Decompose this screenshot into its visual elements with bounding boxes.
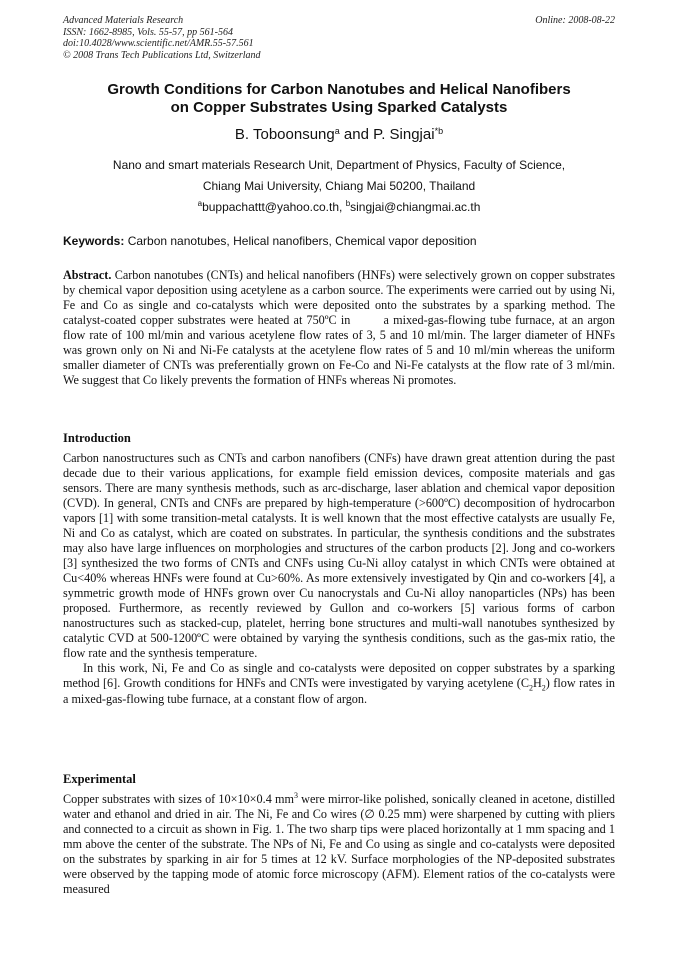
experimental-sup: 3 <box>293 791 298 800</box>
email-1: buppachattt@yahoo.co.th, <box>202 200 346 214</box>
author-2: P. Singjai <box>373 126 435 143</box>
introduction-paragraph-2 <box>63 661 615 707</box>
email-2-marker: b <box>345 199 351 208</box>
experimental-body <box>63 792 615 897</box>
title-line-1: Growth Conditions for Carbon Nanotubes and Helical Nanofibers <box>107 81 571 98</box>
abstract-text: Carbon nanotubes (CNTs) and helical nanofibers (HNFs) were selectively grown on copper substrates by chemical vapor deposition using acetylene as a carbon source. The experiments were carried out by using Ni, Fe and Co as single and co-catalysts which were deposited onto the substrates by a sparking method. The catalyst-coated copper substrates were heated at 750ºC in a mixed-gas-flowing tube furnace, at an argon flow rate of 100 ml/min and various acetylene flow rates of 3, 5 and 10 ml/min. The larger diameter of HNFs was grown only on Ni and Ni-Fe catalysts at the acetylene flow rates of 5 and 10 ml/min whereas the uniform smaller diameter of CNTs was preferentially grown on Fe-Co and Ni-Fe catalysts at the flow rate of 3 ml/min. We suggest that Co likely prevents the formation of HNFs whereas Ni promotes. <box>63 268 619 387</box>
paper-title <box>60 81 618 117</box>
keywords <box>63 234 623 248</box>
journal-header <box>63 15 261 61</box>
intro-p2-sub-2: 2 <box>541 683 546 693</box>
author-emails <box>60 200 618 214</box>
intro-p2-text-a: In this work, Ni, Fe and Co as single and co-catalysts were deposited on copper substrates by a sparking method [6]. Growth conditions for HNFs and CNTs were investigated by varying acetylene (C <box>63 661 615 690</box>
author-1-marker: a <box>334 126 340 136</box>
intro-p2-text-b: H <box>532 676 542 690</box>
email-2: singjai@chiangmai.ac.th <box>350 200 481 214</box>
title-line-2: on Copper Substrates Using Sparked Catalysts <box>170 99 508 116</box>
intro-p2-text-c: ) flow rates in a mixed-gas-flowing tube furnace, at a constant flow of argon. <box>63 676 615 707</box>
experimental-text-a: Copper substrates with sizes of 10×10×0.4 mm <box>63 792 294 806</box>
affiliation-line-1: Nano and smart materials Research Unit, Department of Physics, Faculty of Science, <box>112 158 566 172</box>
affiliation-line-2: Chiang Mai University, Chiang Mai 50200, Thailand <box>202 179 476 193</box>
author-list <box>60 126 618 144</box>
experimental-heading: Experimental <box>63 772 136 786</box>
introduction-paragraph-1: Carbon nanostructures such as CNTs and carbon nanofibers (CNFs) have drawn great attention during the past decade due to their various applications, for example field emission devices, composite materials and gas sensors. There are many synthesis methods, such as arc-discharge, laser ablation and chemical vapor deposition (CVD). In general, CNTs and CNFs are prepared by high-temperature (>600ºC) decomposition of hydrocarbon vapors [1] with some transition-metal catalysts. It is well known that the most effective catalysts are usually Fe, Ni and Co as catalyst, which are coated on substrates. In particular, the synthesis conditions and the substrates may also have large influences on morphologies and structures of the carbon products [2]. Jong and co-workers [3] synthesized the two forms of CNTs and CNFs using Cu-Ni alloy catalyst in which CNTs were obtained at Cu<40% whereas HNFs were found at Cu>60%. As more extensively investigated by Qin and co-workers [4], a symmetric growth mode of HNFs grown over Cu nanocrystals and Cu-Ni alloy nanoparticles (NPs) has been proposed. Furthermore, as recently reviewed by Gullon and co-workers [5] various forms of carbon nanostructures such as stacked-cup, platelet, herring bone structures and multi-wall nanotubes synthesized by catalytic CVD at 500-1200ºC were obtained by varying the synthesis conditions, such as the gas-mix ratio, the flow rate and the synthesis temperature. <box>63 451 615 660</box>
email-1-marker: a <box>197 199 203 208</box>
introduction-body <box>63 451 615 707</box>
abstract <box>63 268 619 388</box>
keywords-label: Keywords: <box>63 234 125 248</box>
abstract-label: Abstract. <box>63 268 112 282</box>
author-conjunction: and <box>339 126 374 143</box>
keywords-text: Carbon nanotubes, Helical nanofibers, Chemical vapor deposition <box>124 234 477 248</box>
introduction-heading: Introduction <box>63 431 131 445</box>
online-date: Online: 2008-08-22 <box>535 15 615 26</box>
doi: doi:10.4028/www.scientific.net/AMR.55-57.561 <box>63 38 254 49</box>
issn: ISSN: 1662-8985, Vols. 55-57, pp 561-564 <box>63 26 233 38</box>
author-1: B. Toboonsung <box>234 126 335 143</box>
experimental-text-b: were mirror-like polished, sonically cleaned in acetone, distilled water and ethanol and dried in air. The Ni, Fe and Co wires (∅ 0.25 mm) were sharpened by cutting with pliers and connected to a circuit as shown in Fig. 1. The two sharp tips were placed horizontally at 1 mm spacing and 1 mm above the center of the substrate. The NPs of Ni, Fe and Co using as single and co-catalysts were deposited on the substrates by sparking in air for 5 times at 12 kV. Surface morphologies of the NP-deposited substrates were observed by the tapping mode of atomic force microscopy (AFM). Element ratios of the co-catalysts were measured <box>63 792 615 896</box>
copyright: © 2008 Trans Tech Publications Ltd, Switzerland <box>63 49 261 61</box>
author-2-marker: *b <box>434 126 444 136</box>
journal-name: Advanced Materials Research <box>63 15 184 26</box>
intro-p2-sub-1: 2 <box>528 683 533 693</box>
